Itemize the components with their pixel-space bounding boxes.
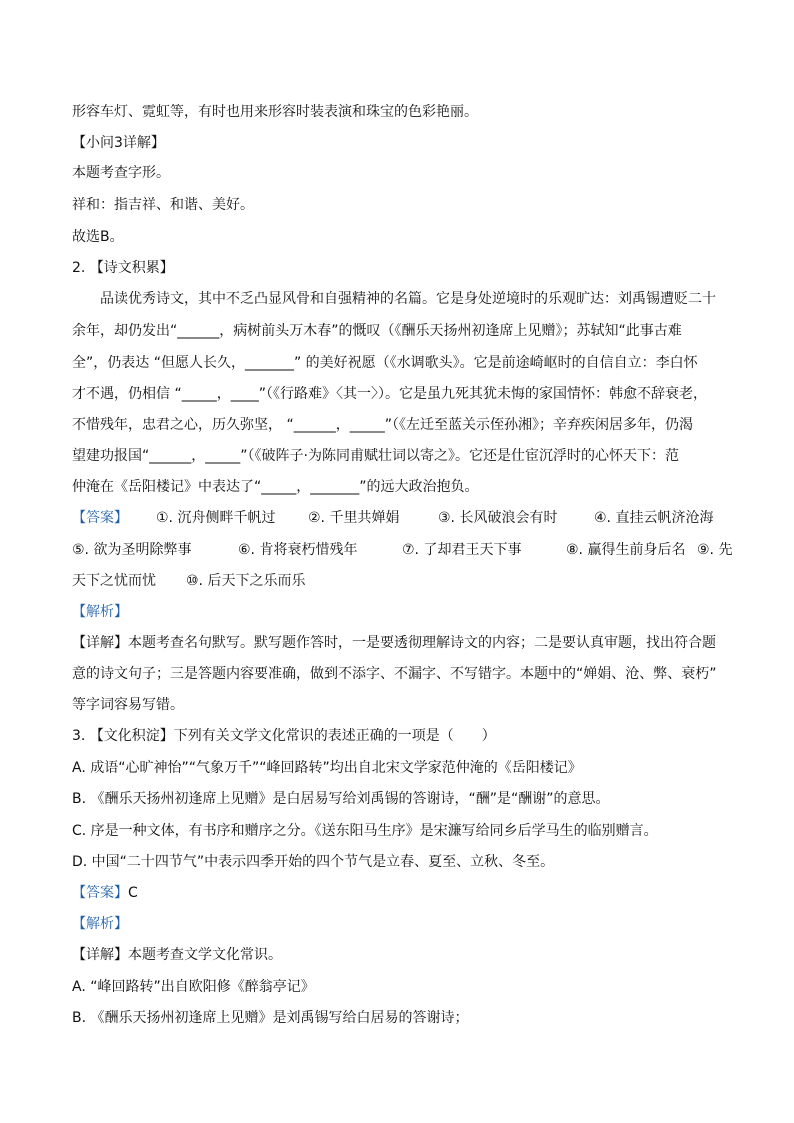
question-paragraph-line: 余年，却仍发出“______，病树前头万木春”的慨叹（《酬乐天扬州初逢席上见赠》；苏轼知“此事古难 (72, 323, 682, 339)
explanation-line: B. 《酬乐天扬州初逢席上见赠》是刘禹锡写给白居易的答谢诗； (72, 1010, 469, 1026)
answer-item: ⑥. 肯将衰朽惜残年 (238, 542, 358, 558)
explanation-line: 等字词容易写错。 (72, 697, 184, 713)
question-heading: 3. 【文化积淀】下列有关文学文化常识的表述正确的一项是（ ） (72, 728, 496, 744)
analysis-label: 【解析】 (72, 916, 128, 932)
answer-item: ⑨. 先 (697, 542, 733, 558)
answer-label: 【答案】 (72, 510, 128, 526)
explanation-line: 意的诗文句子；三是答题内容要准确，做到不添字、不漏字、不写错字。本题中的“婵娟、沧、弊、衰朽” (72, 666, 717, 682)
explanation-line: 【详解】本题考查文学文化常识。 (72, 947, 282, 963)
text-line: 本题考查字形。 (72, 165, 170, 181)
option-d: D. 中国“二十四节气”中表示四季开始的四个节气是立春、夏至、立秋、冬至。 (72, 854, 555, 870)
question-paragraph-line: 不惜残年，忠君之心，历久弥坚， “______，_____”（《左迁至蓝关示侄孙湘》；辛弃疾闲居多年，仍渴 (72, 417, 693, 433)
explanation-line: 【详解】本题考查名句默写。默写题作答时，一是要透彻理解诗文的内容；二是要认真审题，找出符合题 (72, 635, 716, 651)
text-line: 形容车灯、霓虹等，有时也用来形容时装表演和珠宝的色彩艳丽。 (72, 104, 478, 120)
question-paragraph-line: 品读优秀诗文，其中不乏凸显风骨和自强精神的名篇。它是身处逆境时的乐观旷达：刘禹锡遭贬二十 (100, 291, 716, 307)
answer-row (72, 571, 305, 591)
answer-item: ④. 直挂云帆济沧海 (594, 510, 714, 526)
answer-label: 【答案】 (72, 885, 128, 901)
answer-item: ②. 千里共婵娟 (308, 510, 400, 526)
question-paragraph-line: 仲淹在《岳阳楼记》中表达了“_____，_______”的远大政治抱负。 (72, 479, 479, 495)
question-heading: 2. 【诗文积累】 (72, 260, 174, 276)
text-line: 祥和：指吉祥、和谐、美好。 (72, 197, 254, 213)
option-b: B. 《酬乐天扬州初逢席上见赠》是白居易写给刘禹锡的答谢诗，“酬”是“酬谢”的意思。 (72, 791, 610, 807)
analysis-label: 【解析】 (72, 604, 128, 620)
answer-item: ③. 长风破浪会有时 (438, 510, 558, 526)
answer-row (72, 508, 713, 528)
question-paragraph-line: 才不遇，仍相信 “_____，____”（《行路难》〈其一〉）。它是虽九死其犹未悔的家国情怀：韩愈不辞衰老， (72, 386, 707, 402)
subquestion-heading: 【小问3详解】 (72, 135, 165, 151)
question-paragraph-line: 望建功报国“______，_____”（《破阵子·为陈同甫赋壮词以寄之》。它还是仕宦沉浮时的心怀天下：范 (72, 448, 679, 464)
answer-item: 天下之忧而忧 (72, 573, 156, 589)
option-a: A. 成语“心旷神怡”“气象万千”“峰回路转”均出自北宋文学家范仲淹的《岳阳楼记》 (72, 760, 582, 776)
answer-value: C (128, 885, 138, 901)
explanation-line: A. “峰回路转”出自欧阳修《醉翁亭记》 (72, 979, 315, 995)
option-c: C. 序是一种文体，有书序和赠序之分。《送东阳马生序》是宋濂写给同乡后学马生的临别赠言。 (72, 823, 658, 839)
answer-item: ⑧. 赢得生前身后名 (566, 542, 686, 558)
answer-item: ⑤. 欲为圣明除弊事 (72, 542, 192, 558)
question-paragraph-line: 全”，仍表达 “但愿人长久，_______” 的美好祝愿（《水调歌头》。它是前途崎岖时的自信自立：李白怀 (72, 355, 698, 371)
answer-item: ⑩. 后天下之乐而乐 (186, 573, 306, 589)
answer-item: ①. 沉舟侧畔千帆过 (156, 510, 276, 526)
answer-row (72, 540, 732, 560)
answer-item: ⑦. 了却君王天下事 (402, 542, 522, 558)
answer-row (72, 883, 138, 903)
text-line: 故选B。 (72, 229, 124, 245)
